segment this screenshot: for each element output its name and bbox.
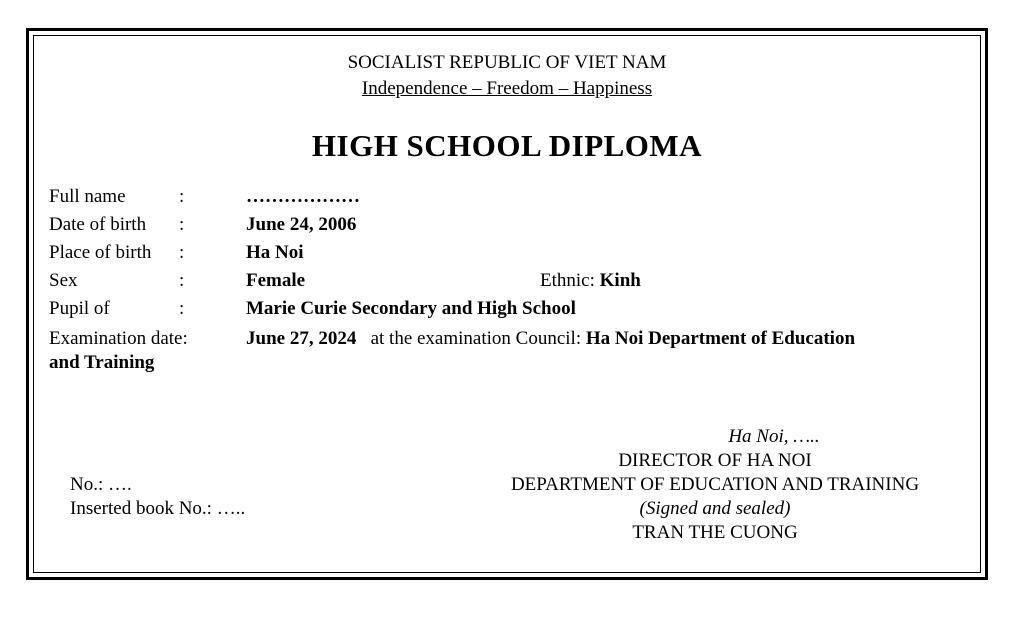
- date-of-birth-label: Date of birth: [49, 214, 147, 235]
- document-title: HIGH SCHOOL DIPLOMA: [311, 128, 703, 163]
- pupil-of-colon: :: [179, 298, 185, 319]
- date-of-birth-value: June 24, 2006: [246, 214, 357, 235]
- exam-date-value: June 27, 2024: [246, 328, 357, 349]
- signer-name: TRAN THE CUONG: [632, 522, 798, 543]
- full-name-colon: :: [179, 186, 185, 207]
- ethnic-value: Kinh: [599, 270, 641, 291]
- national-motto: Independence – Freedom – Happiness: [361, 78, 653, 99]
- exam-date-label: Examination date:: [49, 328, 188, 349]
- diploma-inner-border: [33, 35, 981, 573]
- exam-council-value-cont: and Training: [49, 352, 155, 373]
- signed-note: (Signed and sealed): [639, 498, 791, 519]
- place-of-birth-colon: :: [179, 242, 185, 263]
- full-name-value: ………………: [246, 186, 360, 207]
- sex-label: Sex: [49, 270, 78, 291]
- sex-value: Female: [246, 270, 306, 291]
- pupil-of-value: Marie Curie Secondary and High School: [246, 298, 576, 319]
- place-of-birth-value: Ha Noi: [246, 242, 304, 263]
- department-name: DEPARTMENT OF EDUCATION AND TRAINING: [510, 474, 920, 495]
- ethnic-line: [540, 270, 641, 292]
- place-of-birth-label: Place of birth: [49, 242, 152, 263]
- ethnic-label: Ethnic:: [540, 270, 595, 291]
- country-name: SOCIALIST REPUBLIC OF VIET NAM: [347, 52, 667, 73]
- document-number: No.: ….: [70, 474, 132, 495]
- director-title: DIRECTOR OF HA NOI: [618, 450, 812, 471]
- exam-council-value: Ha Noi Department of Education: [585, 328, 856, 349]
- exam-line: [246, 328, 855, 350]
- inserted-book-number: Inserted book No.: …..: [70, 498, 246, 519]
- date-of-birth-colon: :: [179, 214, 185, 235]
- full-name-label: Full name: [49, 186, 126, 207]
- diploma-outer-border: [26, 28, 988, 580]
- place-and-date: Ha Noi, …..: [728, 426, 820, 447]
- pupil-of-label: Pupil of: [49, 298, 110, 319]
- sex-colon: :: [179, 270, 185, 291]
- exam-council-label: at the examination Council:: [370, 328, 582, 349]
